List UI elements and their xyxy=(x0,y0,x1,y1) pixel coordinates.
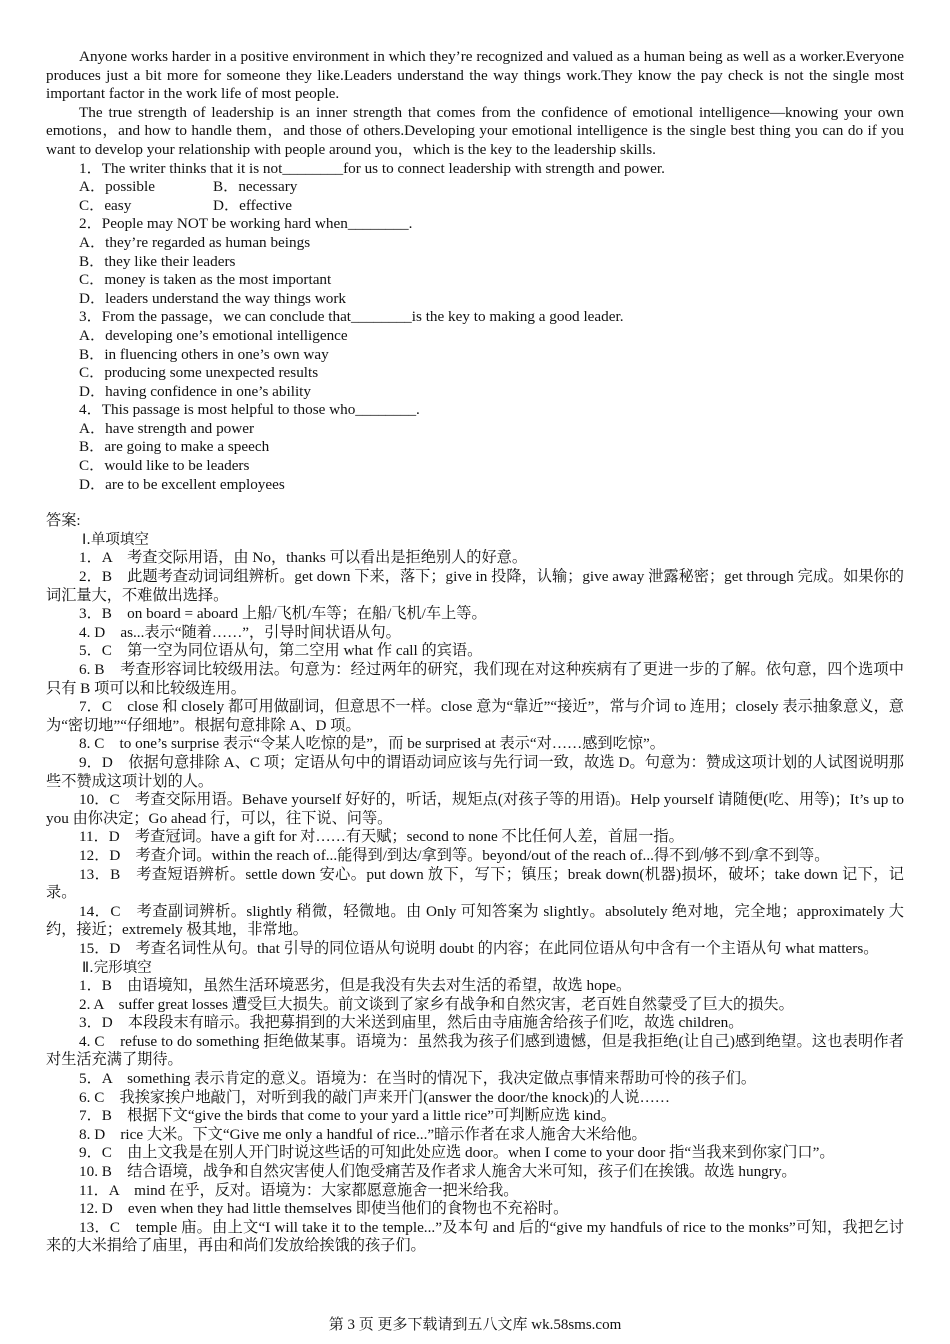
answer-item: 6. B 考查形容词比较级用法。句意为：经过两年的研究，我们现在对这种疾病有了更进一步的了解。依句意，四个选项中只有 B 项可以和比较级连用。 xyxy=(46,661,904,697)
option-item: D．effective xyxy=(213,196,292,214)
answer-item: 7．C close 和 closely 都可用做副词，但意思不一样。close 意为“靠近”“接近”，常与介词 to 连用；closely 表示抽象意义，意为“密切地”“仔细地”。根据句意排除 A、D 项。 xyxy=(46,698,904,734)
option-item: A．have strength and power xyxy=(79,419,255,437)
answer-item: 13．B 考查短语辨析。settle down 安心。put down 放下，写下；镇压；break down(机器)损坏，破坏；take down 记下，记录。 xyxy=(46,865,904,902)
answer-item: 7．B 根据下文“give the birds that come to your yard a little rice”可判断应选 kind。 xyxy=(79,1107,616,1125)
answer-item: 12. D even when they had little themselves 即使当他们的食物也不充裕时。 xyxy=(79,1200,569,1218)
answer-item: 10．C 考查交际用语。Behave yourself 好好的，听话，规矩点(对孩子等的用语)。Help yourself 请随便(吃、用等)；It’s up to you 由你决定；Go ahead 行，可以，往下说、问等。 xyxy=(46,791,904,827)
option-item: D．are to be excellent employees xyxy=(79,475,285,493)
reading-passage xyxy=(46,48,904,160)
question-stem: 3．From the passage，we can conclude that________is the key to making a good leader. xyxy=(79,308,624,326)
option-item: A．developing one’s emotional intelligence xyxy=(79,326,348,344)
answer-list-single-choice xyxy=(46,549,904,958)
answer-item: 13．C temple 庙。由上文“I will take it to the temple...”及本句 and 后的“give my handfuls of rice to the monks”可知，我把乞讨来的大米捐给了庙里，再由和尚们发放给挨饿的孩子们。 xyxy=(46,1218,904,1255)
option-item: D．leaders understand the way things work xyxy=(79,289,346,307)
section-title: Ⅰ.单项填空 xyxy=(82,531,149,548)
passage-paragraph: Anyone works harder in a positive environment in which they’re recognized and valued as a human being as well as a worker.Everyone produces just a bit more for someone they like.Leaders understand the way things work.They know the pay check is not the single most important factor in the work life of most people. xyxy=(46,48,904,103)
answer-item: 5．C 第一空为同位语从句，第二空用 what 作 call 的宾语。 xyxy=(79,642,483,660)
option-item: A．they’re regarded as human beings xyxy=(79,233,311,251)
answer-item: 4. C refuse to do something 拒绝做某事。语境为：虽然我为孩子们感到遗憾，但是我拒绝(让自己)感到绝望。这也表明作者对生活充满了期待。 xyxy=(46,1032,904,1069)
option-item: B．in fluencing others in one’s own way xyxy=(79,345,329,363)
option-item: C．easy xyxy=(79,196,132,214)
answer-item: 8. D rice 大米。下文“Give me only a handful of rice...”暗示作者在求人施舍大米给他。 xyxy=(79,1125,647,1143)
answer-item: 3．D 本段段末有暗示。我把募捐到的大米送到庙里，然后由寺庙施舍给孩子们吃，故选 children。 xyxy=(79,1014,744,1032)
answer-item: 5．A something 表示肯定的意义。语境为：在当时的情况下，我决定做点事情来帮助可怜的孩子们。 xyxy=(79,1070,757,1088)
answers-label: 答案: xyxy=(46,512,81,530)
answer-item: 3．B on board = aboard 上船/飞机/车等；在船/飞机/车上等。 xyxy=(79,605,487,623)
option-item: B．are going to make a speech xyxy=(79,438,270,456)
answer-item: 9．C 由上文我是在别人开门时说这些话的可知此处应选 door。when I come to your door 指“当我来到你家门口”。 xyxy=(79,1144,835,1162)
option-item: C．would like to be leaders xyxy=(79,457,250,475)
answer-item: 15．D 考查名词性从句。that 引导的同位语从句说明 doubt 的内容；在此同位语从句中含有一个主语从句 what matters。 xyxy=(79,939,879,957)
answer-item: 4. D as...表示“随着……”，引导时间状语从句。 xyxy=(79,623,401,641)
option-item: B．necessary xyxy=(213,178,298,196)
spacer xyxy=(46,494,904,512)
question-stem: 2．People may NOT be working hard when________. xyxy=(79,215,413,233)
answer-item: 2. A suffer great losses 遭受巨大损失。前文谈到了家乡有战争和自然灾害，老百姓自然蒙受了巨大的损失。 xyxy=(79,995,794,1013)
option-item: C．producing some unexpected results xyxy=(79,364,319,382)
option-item: A．possible xyxy=(79,178,155,196)
section-title: Ⅱ.完形填空 xyxy=(82,959,152,976)
option-item: C．money is taken as the most important xyxy=(79,271,332,289)
question-stem: 4．This passage is most helpful to those who________. xyxy=(79,401,420,419)
answer-item: 6. C 我挨家挨户地敲门，对听到我的敲门声来开门(answer the door/the knock)的人说…… xyxy=(79,1088,670,1106)
answer-item: 2．B 此题考查动词词组辨析。get down 下来，落下；give in 投降，认输；give away 泄露秘密；get through 完成。如果你的词汇量大，不难做出选择。 xyxy=(46,568,904,604)
answer-list-cloze xyxy=(46,977,904,1256)
answer-item: 11．A mind 在乎，反对。语境为：大家都愿意施舍一把米给我。 xyxy=(79,1181,519,1199)
question-stem: 1．The writer thinks that it is not________for us to connect leadership with strength and power. xyxy=(79,159,665,177)
page-footer: 第 3 页 更多下载请到五八文库 wk.58sms.com xyxy=(328,1317,622,1333)
option-row xyxy=(46,197,904,216)
passage-paragraph: The true strength of leadership is an inner strength that comes from the confidence of emotional intelligence—knowing your own emotions，and how to handle them，and those of others.Developing your emotional intelligence is the single best thing you can do if you want to develop your relationship with people around you，which is the key to the leadership skills. xyxy=(46,103,904,158)
answer-item: 10. B 结合语境，战争和自然灾害使人们饱受痛苦及作者求人施舍大米可知，孩子们在挨饿。故选 hungry。 xyxy=(79,1163,797,1181)
answer-item: 1．B 由语境知，虽然生活环境恶劣，但是我没有失去对生活的希望，故选 hope。 xyxy=(79,977,632,995)
question-list xyxy=(46,160,904,495)
option-row xyxy=(46,178,904,197)
answer-item: 14．C 考查副词辨析。slightly 稍微，轻微地。由 Only 可知答案为 slightly。absolutely 绝对地，完全地；approximately 大约，接近；extremely 极其地，非常地。 xyxy=(46,902,904,939)
option-item: B．they like their leaders xyxy=(79,252,236,270)
answer-item: 8. C to one’s surprise 表示“令某人吃惊的是”，而 be surprised at 表示“对……感到吃惊”。 xyxy=(79,735,665,753)
answer-item: 11．D 考查冠词。have a gift for 对……有天赋；second to none 不比任何人差，首屈一指。 xyxy=(79,828,684,846)
answer-item: 12．D 考查介词。within the reach of...能得到/到达/拿到等。beyond/out of the reach of...得不到/够不到/拿不到等。 xyxy=(79,846,830,864)
option-item: D．having confidence in one’s ability xyxy=(79,382,311,400)
answer-item: 9．D 依据句意排除 A、C 项；定语从句中的谓语动词应该与先行词一致，故选 D。句意为：赞成这项计划的人试图说明那些不赞成这项计划的人。 xyxy=(46,753,904,790)
answer-item: 1．A 考查交际用语，由 No，thanks 可以看出是拒绝别人的好意。 xyxy=(79,549,528,567)
